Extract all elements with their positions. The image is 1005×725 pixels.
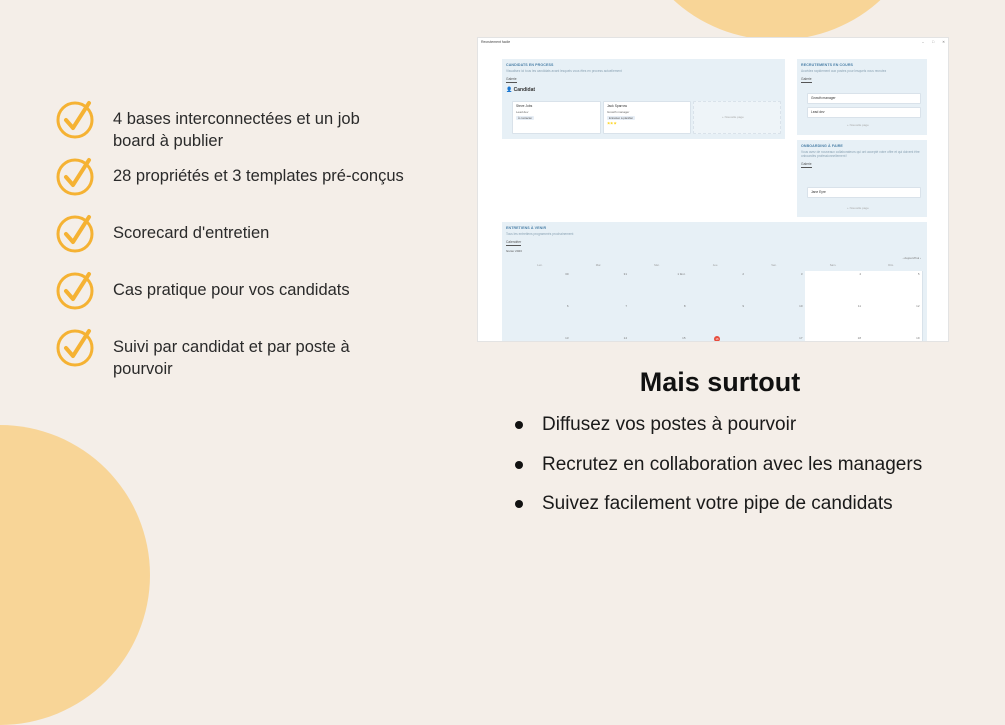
candidates-panel <box>502 59 785 139</box>
calendar-day-number: 15 <box>682 336 686 340</box>
feature-text: 4 bases interconnectées et un job board à publier <box>113 110 360 150</box>
feature-text: Cas pratique pour vos candidats <box>113 281 350 299</box>
weekday-label: Dim. <box>888 263 894 267</box>
weekday-label: Jeu. <box>712 263 719 267</box>
feature-item <box>55 271 405 311</box>
window-titlebar <box>478 38 948 45</box>
candidates-desc: Visualisez ici tous les candidats avant lesquels vous êtes en process actuellement <box>506 69 622 73</box>
calendar-day-cell[interactable] <box>746 303 806 336</box>
onboarding-panel <box>797 140 927 217</box>
calendar-day-number: 11 <box>857 304 861 308</box>
feature-text: Scorecard d'entretien <box>113 224 270 242</box>
job-title: Growth manager <box>811 96 836 100</box>
section-subtitle: Mais surtout <box>639 367 801 397</box>
tab-galerie[interactable]: Galerie <box>506 77 517 81</box>
calendar-grid <box>512 263 922 341</box>
bullet-dot <box>515 461 523 469</box>
bullet-item <box>515 493 893 515</box>
tab-calendrier[interactable]: Calendrier <box>506 240 522 244</box>
calendar-day-number: 7 <box>625 304 627 308</box>
calendar-day-number: 6 <box>566 304 569 308</box>
calendar-day-cell[interactable] <box>571 303 631 336</box>
close-icon[interactable]: ✕ <box>942 39 945 44</box>
calendar-day-cell[interactable] <box>805 335 865 341</box>
candidate-card[interactable] <box>603 101 691 134</box>
feature-text: Suivi par candidat et par poste à pourvoir <box>113 338 350 378</box>
calendar-day-cell[interactable] <box>688 303 748 336</box>
bullet-item <box>515 414 796 436</box>
check-circle-icon <box>55 214 95 254</box>
calendar-nav <box>903 256 921 260</box>
group-title <box>506 87 781 93</box>
interviews-title: ENTRETIENS À VENIR <box>506 226 547 230</box>
calendar-day-number: 18 <box>857 336 861 340</box>
tab-galerie[interactable]: Galerie <box>801 77 812 81</box>
recruitments-title: RECRUTEMENTS EN COURS <box>801 63 854 67</box>
calendar-month: février 2023 <box>506 249 522 253</box>
calendar-day-cell[interactable] <box>629 303 689 336</box>
calendar-day-number: 17 <box>799 336 803 340</box>
onboarding-desc: Vous avez de nouveaux collaborateurs qui ont accepté votre offre et qui doivent être onboardés professionnellement ! <box>801 150 920 158</box>
calendar-day-number: 30 <box>565 272 569 276</box>
check-circle-icon <box>55 271 95 311</box>
weekday-label: Ven. <box>771 263 777 267</box>
calendar-day-number: 9 <box>742 304 744 308</box>
check-circle-icon <box>55 157 95 197</box>
calendar-day-number: 31 <box>623 272 627 276</box>
bullet-item <box>515 454 922 476</box>
candidate-name: Jack Sparrow <box>607 104 627 108</box>
group-label: Candidat <box>513 87 536 93</box>
calendar-day-cell[interactable] <box>863 303 923 336</box>
calendar-day-number: 4 <box>859 272 861 276</box>
decorative-circle-bottom <box>0 425 150 725</box>
calendar-day-number: 3 <box>800 272 803 276</box>
calendar-day-cell[interactable] <box>863 335 923 341</box>
weekday-label: Mar. <box>595 263 602 267</box>
calendar-day-cell[interactable] <box>746 271 806 304</box>
chevron-left-icon[interactable]: ‹ <box>902 256 904 260</box>
calendar-day-number <box>714 336 720 341</box>
calendar-day-number: 5 <box>917 272 920 276</box>
interviews-desc: Tous les entretiens programmés prochainement <box>506 232 574 236</box>
new-page-button[interactable]: + Nouvelle page <box>847 123 869 127</box>
calendar-day-cell[interactable] <box>805 303 865 336</box>
decorative-circle-top <box>627 0 927 40</box>
calendar-day-cell[interactable] <box>688 271 748 304</box>
interviews-panel <box>502 222 927 341</box>
recruitments-panel <box>797 59 927 135</box>
chevron-right-icon[interactable]: › <box>920 256 921 260</box>
weekday-label: Mer. <box>654 263 660 267</box>
calendar-day-cell[interactable] <box>629 335 689 341</box>
calendar-day-number: 10 <box>799 304 803 308</box>
candidates-title: CANDIDATS EN PROCESS <box>506 63 554 67</box>
onboarding-card[interactable] <box>807 187 921 198</box>
feature-text: 28 propriétés et 3 templates pré-conçus <box>113 167 404 185</box>
today-button[interactable]: Aujourd'hui <box>904 256 920 260</box>
feature-item <box>55 157 405 197</box>
app-screenshot <box>478 38 948 341</box>
minimize-icon[interactable]: – <box>921 39 924 44</box>
weekday-label: Lun. <box>537 263 543 267</box>
feature-item <box>55 100 405 152</box>
bullet-text: Diffusez vos postes à pourvoir <box>542 414 797 435</box>
window-title: Recrutement facile <box>481 39 511 44</box>
calendar-day-number: 14 <box>623 336 627 340</box>
calendar-day-cell[interactable] <box>688 335 748 341</box>
new-page-card[interactable] <box>693 101 781 134</box>
calendar-day-cell[interactable] <box>512 271 572 304</box>
maximize-icon[interactable]: □ <box>931 39 935 44</box>
calendar-day-cell[interactable] <box>863 271 923 304</box>
candidate-name: Steve Jobs <box>516 104 533 108</box>
calendar-day-cell[interactable] <box>512 335 572 341</box>
user-icon: 👤 <box>506 87 513 93</box>
calendar-day-cell[interactable] <box>805 271 865 304</box>
new-page-button[interactable]: + Nouvelle page <box>722 115 744 119</box>
tab-galerie[interactable]: Galerie <box>801 162 812 166</box>
today-marker: 16 <box>715 337 719 341</box>
check-circle-icon <box>55 100 95 140</box>
job-card[interactable] <box>807 93 921 104</box>
new-page-button[interactable]: + Nouvelle page <box>847 206 869 210</box>
calendar-day-cell[interactable] <box>629 271 689 304</box>
calendar-day-number: 12 <box>916 304 920 308</box>
calendar-day-cell[interactable] <box>746 335 806 341</box>
feature-item <box>55 328 405 380</box>
bullet-dot <box>515 421 523 429</box>
feature-item <box>55 214 405 254</box>
bullet-text: Suivez facilement votre pipe de candidats <box>542 493 893 514</box>
calendar-day-number: 1 févr. <box>677 272 686 276</box>
status-badge: À contacter <box>518 116 533 120</box>
job-card[interactable] <box>807 107 921 118</box>
job-title: Lead dev <box>811 110 825 114</box>
bullet-dot <box>515 500 523 508</box>
calendar-day-number: 13 <box>565 336 569 340</box>
check-circle-icon <box>55 328 95 368</box>
recruitments-desc: Accédez rapidement aux postes pour lesquels vous recrutez <box>801 69 887 73</box>
candidate-role: Growth manager <box>607 110 630 114</box>
status-badge: Entretien à planifier <box>609 116 634 120</box>
candidate-role: Lead dev <box>516 110 529 114</box>
onboarding-person: Jane Eyre <box>811 190 826 194</box>
calendar-day-cell[interactable] <box>571 335 631 341</box>
calendar-day-cell[interactable] <box>512 303 572 336</box>
calendar-day-number: 2 <box>742 272 744 276</box>
calendar-day-number: 8 <box>683 304 686 308</box>
rating-stars: ⭐⭐⭐ <box>607 122 617 125</box>
onboarding-title: ONBOARDING À FAIRE <box>801 144 843 148</box>
bullet-text: Recrutez en collaboration avec les managers <box>542 454 923 475</box>
candidate-card[interactable] <box>512 101 601 134</box>
calendar-day-cell[interactable] <box>571 271 631 304</box>
weekday-label: Sam. <box>829 263 837 267</box>
calendar-day-number: 19 <box>916 336 920 340</box>
